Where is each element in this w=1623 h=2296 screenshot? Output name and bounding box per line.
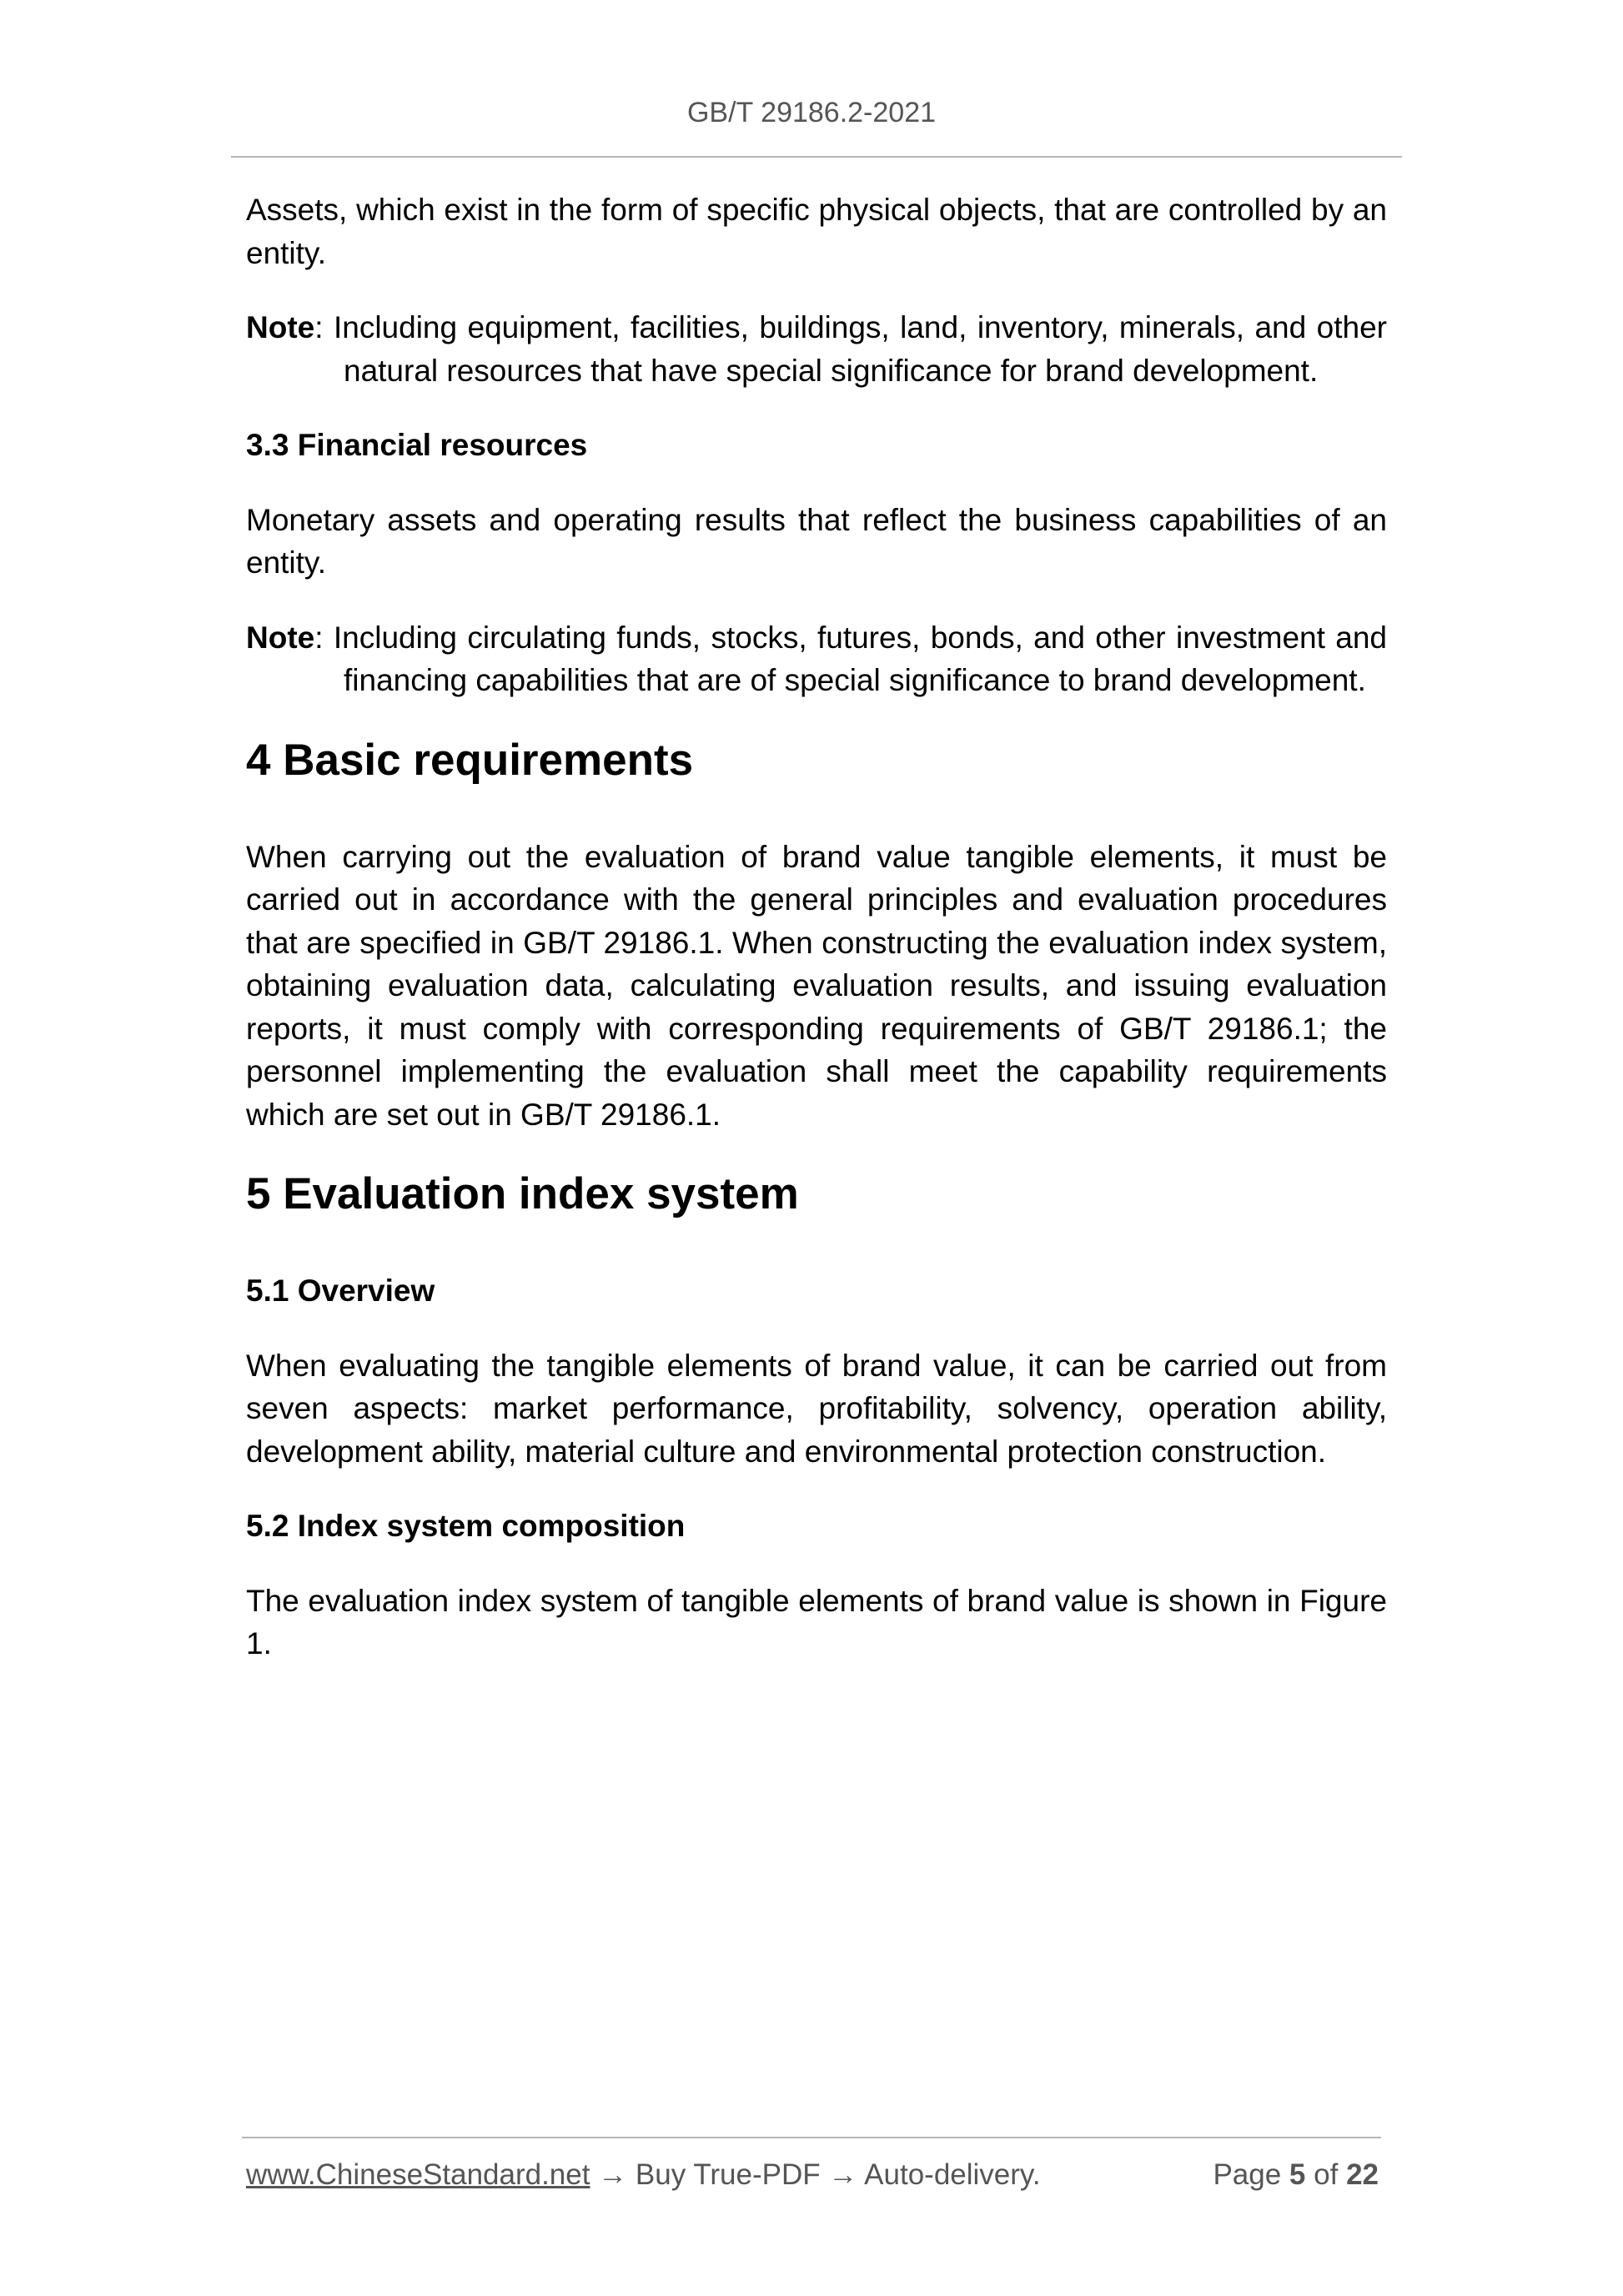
footer-tagline: → Buy True-PDF → Auto-delivery. — [590, 2158, 1041, 2191]
note-3-2 — [246, 306, 1387, 392]
page-number: Page 5 of 22 — [1213, 2158, 1379, 2191]
footer-divider — [242, 2137, 1381, 2138]
site-link[interactable]: www.ChineseStandard.net — [246, 2158, 590, 2191]
footer-left — [246, 2158, 1041, 2192]
page-footer — [246, 2158, 1379, 2192]
running-header: GB/T 29186.2-2021 — [686, 97, 937, 128]
heading-3-3: 3.3 Financial resources — [246, 428, 588, 462]
definition-3-2-text: Assets, which exist in the form of specific physical objects, that are controlled by an entity. — [246, 193, 1387, 270]
section-5-2-text: The evaluation index system of tangible elements of brand value is shown in Figure 1. — [246, 1583, 1387, 1660]
note-3-3 — [246, 616, 1387, 702]
section-5-1-text: When evaluating the tangible elements of brand value, it can be carried out from seven aspects: market performance, profitability, solvency, operation ability, development ability, material culture and environmental protection construction. — [246, 1348, 1387, 1469]
heading-5-1: 5.1 Overview — [246, 1274, 435, 1308]
heading-5-2: 5.2 Index system composition — [246, 1509, 686, 1543]
note-text: : Including equipment, facilities, buildings, land, inventory, minerals, and other natural resources that have special significance for brand development. — [314, 310, 1387, 388]
section-4-text: When carrying out the evaluation of brand value tangible elements, it must be carried out in accordance with the general principles and evaluation procedures that are specified in GB/T 29186.1. When constructing the evaluation index system, obtaining evaluation data, calculating evaluation results, and issuing evaluation reports, it must comply with corresponding requirements of GB/T 29186.1; the personnel implementing the evaluation shall meet the capability requirements which are set out in GB/T 29186.1. — [246, 839, 1387, 1132]
document-body — [246, 188, 1387, 1697]
header-divider — [231, 156, 1402, 158]
heading-5: 5 Evaluation index system — [246, 1169, 799, 1218]
note-label: Note — [246, 310, 315, 344]
note-label: Note — [246, 620, 315, 655]
definition-3-3-text: Monetary assets and operating results that reflect the business capabilities of an entity. — [246, 502, 1387, 580]
note-text: : Including circulating funds, stocks, futures, bonds, and other investment and financing capabilities that are of special significance to brand development. — [314, 620, 1387, 697]
heading-4: 4 Basic requirements — [246, 735, 694, 785]
